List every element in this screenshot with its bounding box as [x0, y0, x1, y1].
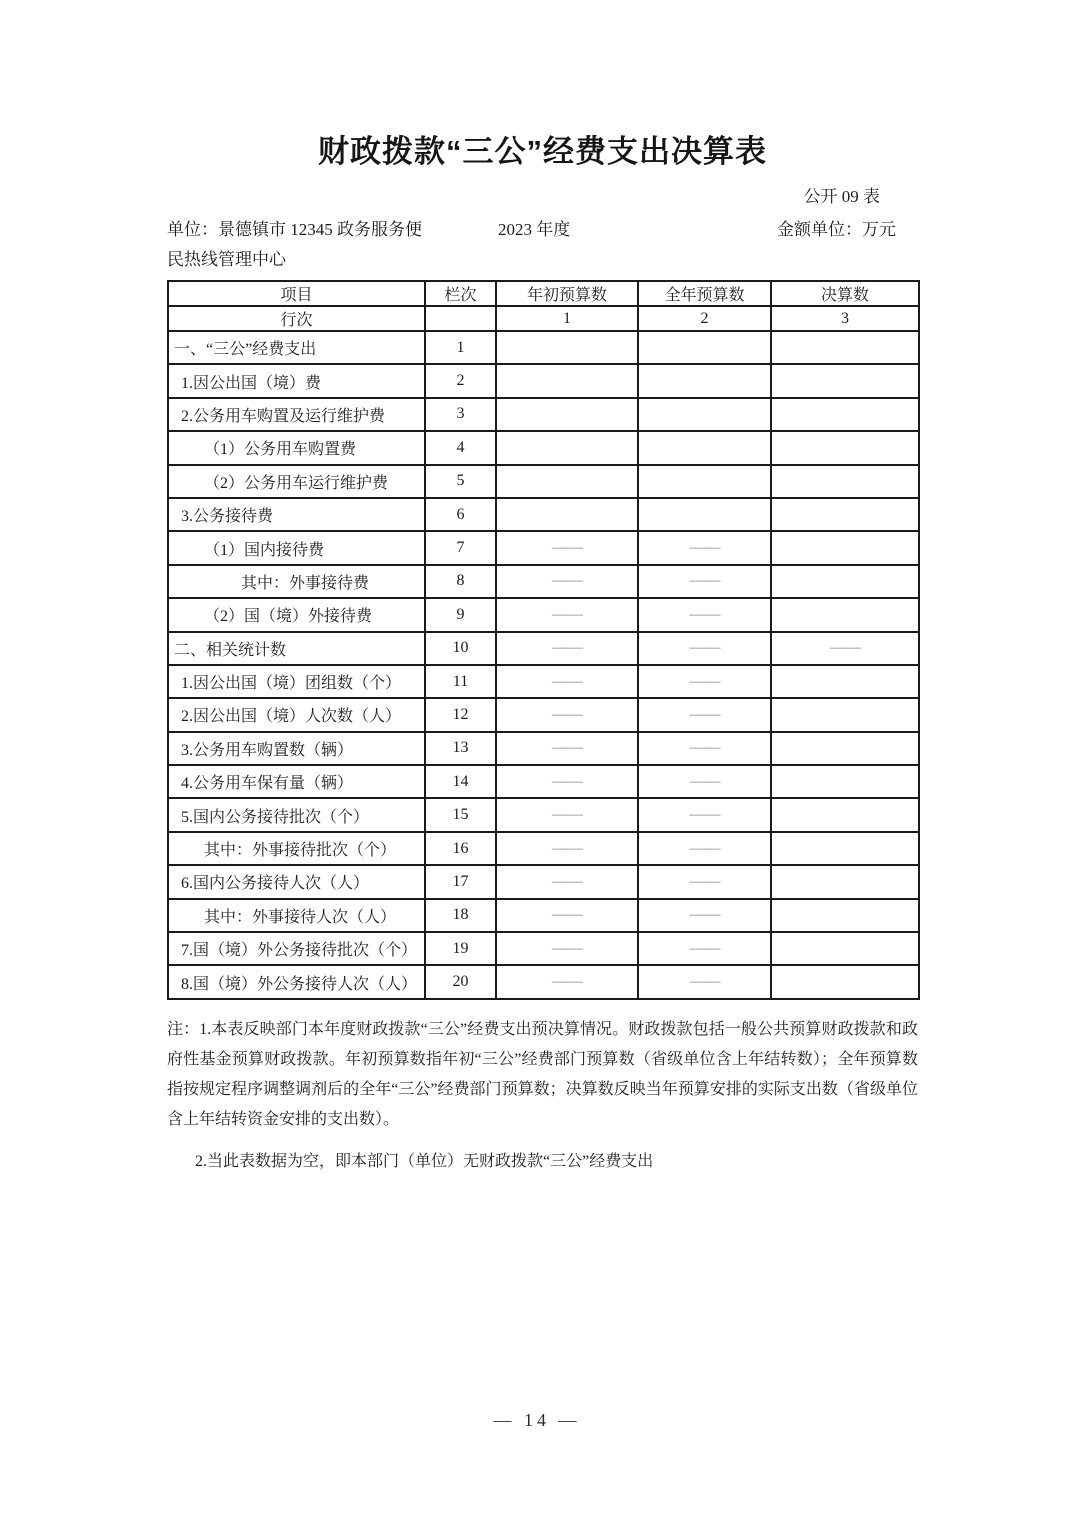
col-header-final-account: 决算数 [771, 281, 919, 306]
row-line-number: 2 [425, 364, 496, 397]
row-item-label: 1.因公出国（境）费 [168, 364, 425, 397]
table-row [168, 531, 919, 564]
table-row [168, 498, 919, 531]
row-value-cell [771, 798, 919, 831]
row-value-cell: —— [638, 899, 771, 932]
row-line-number: 8 [425, 565, 496, 598]
col-header-initial-budget: 年初预算数 [496, 281, 638, 306]
row-item-label: 6.国内公务接待人次（人） [168, 865, 425, 898]
row-item-label: 7.国（境）外公务接待批次（个） [168, 932, 425, 965]
row-value-cell [771, 932, 919, 965]
row-item-label: 5.国内公务接待批次（个） [168, 798, 425, 831]
row-value-cell: —— [496, 899, 638, 932]
row-value-cell: —— [638, 665, 771, 698]
table-row [168, 331, 919, 364]
page-number: — 14 — [493, 1410, 581, 1430]
row-value-cell: —— [638, 965, 771, 999]
table-row [168, 832, 919, 865]
row-value-cell [771, 598, 919, 631]
row-value-cell [496, 331, 638, 364]
row-value-cell [771, 765, 919, 798]
row-value-cell [638, 398, 771, 431]
row-line-number: 3 [425, 398, 496, 431]
row-value-cell: —— [496, 565, 638, 598]
row-value-cell: —— [496, 665, 638, 698]
row-value-cell [771, 899, 919, 932]
row-value-cell: —— [496, 598, 638, 631]
note-1: 注：1.本表反映部门本年度财政拨款“三公”经费支出预决算情况。财政拨款包括一般公共预算财政拨款和政府性基金预算财政拨款。年初预算数指年初“三公”经费部门预算数（省级单位含上年结转数）；全年预算数指按规定程序调整调剂后的全年“三公”经费部门预算数；决算数反映当年预算安排的实际支出数（省级单位含上年结转资金安排的支出数）。 [167, 1021, 918, 1128]
row-value-cell: —— [638, 832, 771, 865]
row-item-label: 8.国（境）外公务接待人次（人） [168, 965, 425, 999]
row-value-cell: —— [638, 632, 771, 665]
row-item-label: 二、相关统计数 [168, 632, 425, 665]
row-line-number: 19 [425, 932, 496, 965]
row-value-cell: —— [638, 698, 771, 731]
row-value-cell: —— [496, 832, 638, 865]
row-value-cell [496, 364, 638, 397]
row-line-number: 13 [425, 732, 496, 765]
row-line-number: 18 [425, 899, 496, 932]
row-line-number: 4 [425, 431, 496, 464]
row-value-cell [771, 331, 919, 364]
fiscal-year-label: 2023 年度 [498, 220, 571, 239]
row-value-cell: —— [638, 765, 771, 798]
row-item-label: （1）国内接待费 [168, 531, 425, 564]
row-value-cell [771, 431, 919, 464]
row-value-cell [771, 698, 919, 731]
unit-name-line2: 民热线管理中心 [167, 250, 286, 269]
row-item-label: 其中：外事接待费 [168, 565, 425, 598]
table-row [168, 865, 919, 898]
form-code-label: 公开 09 表 [803, 187, 880, 206]
col-header-line: 栏次 [425, 281, 496, 306]
row-value-cell [771, 865, 919, 898]
row-line-number: 1 [425, 331, 496, 364]
subheader-col-number-3: 3 [771, 306, 919, 331]
row-value-cell: —— [496, 798, 638, 831]
row-item-label: （1）公务用车购置费 [168, 431, 425, 464]
table-row [168, 765, 919, 798]
row-value-cell [771, 832, 919, 865]
row-line-number: 12 [425, 698, 496, 731]
row-item-label: 其中：外事接待人次（人） [168, 899, 425, 932]
row-value-cell: —— [496, 632, 638, 665]
row-value-cell: —— [496, 698, 638, 731]
row-value-cell [771, 565, 919, 598]
row-line-number: 15 [425, 798, 496, 831]
row-value-cell [771, 531, 919, 564]
row-line-number: 14 [425, 765, 496, 798]
row-value-cell [638, 431, 771, 464]
table-row [168, 398, 919, 431]
row-value-cell [638, 364, 771, 397]
col-header-annual-budget: 全年预算数 [638, 281, 771, 306]
row-value-cell: —— [771, 632, 919, 665]
subheader-line-cell [425, 306, 496, 331]
row-value-cell [638, 498, 771, 531]
row-value-cell: —— [496, 865, 638, 898]
row-item-label: 2.公务用车购置及运行维护费 [168, 398, 425, 431]
row-value-cell [771, 965, 919, 999]
row-value-cell [638, 331, 771, 364]
row-line-number: 16 [425, 832, 496, 865]
row-value-cell: —— [496, 732, 638, 765]
row-value-cell [496, 498, 638, 531]
document-meta-row [167, 215, 918, 245]
row-item-label: 1.因公出国（境）团组数（个） [168, 665, 425, 698]
row-line-number: 6 [425, 498, 496, 531]
table-row [168, 665, 919, 698]
row-value-cell: —— [638, 732, 771, 765]
table-body [168, 331, 919, 999]
row-item-label: 其中：外事接待批次（个） [168, 832, 425, 865]
row-item-label: 3.公务接待费 [168, 498, 425, 531]
table-row [168, 364, 919, 397]
row-line-number: 5 [425, 465, 496, 498]
row-item-label: （2）公务用车运行维护费 [168, 465, 425, 498]
table-row [168, 465, 919, 498]
table-row [168, 565, 919, 598]
row-value-cell [771, 465, 919, 498]
row-value-cell: —— [496, 932, 638, 965]
subheader-col-number-1: 1 [496, 306, 638, 331]
three-public-expense-table [167, 280, 920, 1000]
table-row [168, 965, 919, 999]
note-2: 2.当此表数据为空，即本部门（单位）无财政拨款“三公”经费支出 [195, 1153, 654, 1170]
table-row [168, 798, 919, 831]
row-value-cell: —— [638, 865, 771, 898]
row-value-cell [496, 398, 638, 431]
row-value-cell [771, 498, 919, 531]
unit-name-line1: 单位：景德镇市 12345 政务服务便 [167, 220, 422, 239]
table-row [168, 598, 919, 631]
row-value-cell [771, 665, 919, 698]
row-value-cell: —— [496, 531, 638, 564]
row-value-cell [496, 465, 638, 498]
col-header-item: 项目 [168, 281, 425, 306]
table-row [168, 632, 919, 665]
row-value-cell: —— [638, 932, 771, 965]
table-row [168, 698, 919, 731]
row-value-cell: —— [496, 965, 638, 999]
row-value-cell [771, 364, 919, 397]
row-value-cell: —— [638, 798, 771, 831]
row-line-number: 9 [425, 598, 496, 631]
row-line-number: 11 [425, 665, 496, 698]
subheader-col-number-2: 2 [638, 306, 771, 331]
row-value-cell [771, 732, 919, 765]
row-value-cell [496, 431, 638, 464]
row-line-number: 10 [425, 632, 496, 665]
row-value-cell: —— [496, 765, 638, 798]
row-item-label: 2.因公出国（境）人次数（人） [168, 698, 425, 731]
row-line-number: 17 [425, 865, 496, 898]
subheader-row-label: 行次 [168, 306, 425, 331]
row-value-cell: —— [638, 531, 771, 564]
row-value-cell [771, 398, 919, 431]
table-row [168, 431, 919, 464]
row-line-number: 7 [425, 531, 496, 564]
table-row [168, 932, 919, 965]
row-value-cell: —— [638, 565, 771, 598]
row-item-label: 4.公务用车保有量（辆） [168, 765, 425, 798]
row-item-label: （2）国（境）外接待费 [168, 598, 425, 631]
row-value-cell [638, 465, 771, 498]
table-row [168, 899, 919, 932]
row-item-label: 3.公务用车购置数（辆） [168, 732, 425, 765]
page-title: 财政拨款“三公”经费支出决算表 [318, 134, 767, 169]
row-value-cell: —— [638, 598, 771, 631]
row-item-label: 一、“三公”经费支出 [168, 331, 425, 364]
table-row [168, 732, 919, 765]
table-header-row [168, 281, 919, 306]
amount-unit-label: 金额单位：万元 [777, 220, 896, 239]
table-subheader-row [168, 306, 919, 331]
document-page [167, 0, 918, 1177]
row-line-number: 20 [425, 965, 496, 999]
